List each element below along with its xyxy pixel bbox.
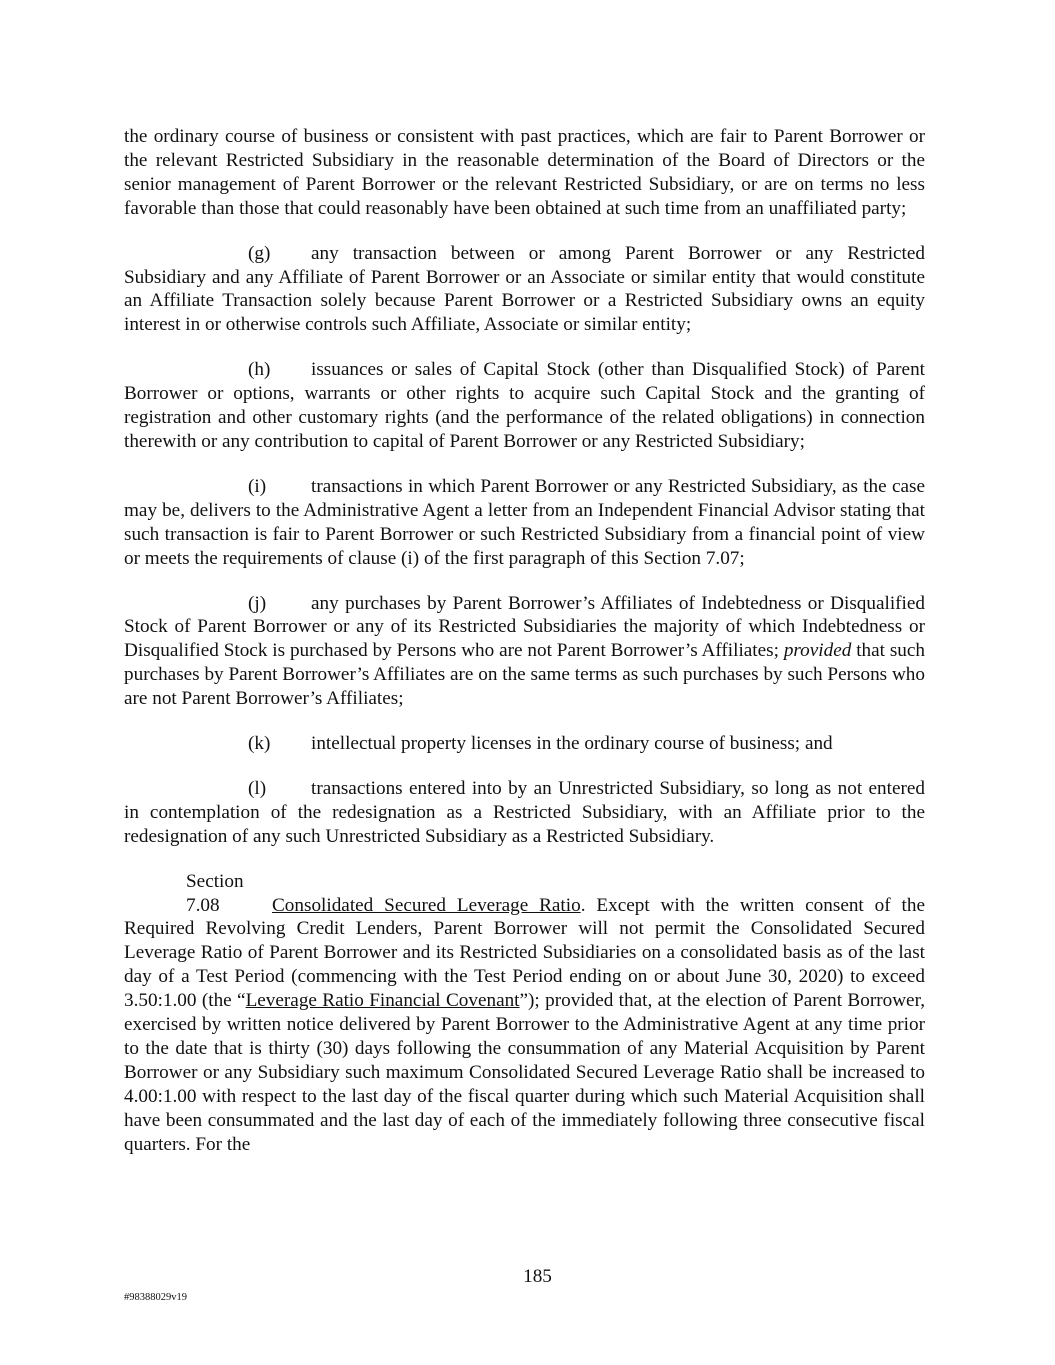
section-heading: Consolidated Secured Leverage Ratio <box>272 894 581 916</box>
page-number: 185 <box>523 1266 552 1287</box>
defined-term: Leverage Ratio Financial Covenant <box>245 990 520 1012</box>
clause-text: any purchases by Parent Borrower’s Affiliates of Indebtedness or Disqualified Stock of Parent Borrower or any of its Restricted Subsidiaries the majority of which Indebtedness or Disqualified Stock is purchased by Persons who are not Parent Borrower’s Affiliates; <box>124 592 925 662</box>
clause-text: intellectual property licenses in the ordinary course of business; and <box>311 733 833 755</box>
document-page <box>124 125 925 1178</box>
clause-label: (h) <box>248 359 271 381</box>
clause-label: (i) <box>248 475 267 497</box>
section-7-08 <box>124 870 925 1157</box>
clause-label: (j) <box>248 592 267 614</box>
clause-h <box>124 358 925 454</box>
clause-i <box>124 475 925 571</box>
clause-text-continued: that such purchases by Parent Borrower’s Affiliates are on the same terms as such purchases by such Persons who are not Parent Borrower’s Affiliates; <box>124 640 926 710</box>
clause-label: (k) <box>248 733 271 755</box>
intro-paragraph: the ordinary course of business or consistent with past practices, which are fair to Parent Borrower or the relevant Restricted Subsidiary in the reasonable determination of the Board of Directors or the senior management of Parent Borrower or the relevant Restricted Subsidiary, or are on terms no less favorable than those that could reasonably have been obtained at such time from an unaffiliated party; <box>124 126 925 219</box>
clause-text: issuances or sales of Capital Stock (other than Disqualified Stock) of Parent Borrower or options, warrants or other rights to acquire such Capital Stock and the granting of registration and other customary rights (and the performance of the related obligations) in connection therewith or any contribution to capital of Parent Borrower or any Restricted Subsidiary; <box>124 359 925 452</box>
section-text: . Except with the written consent of the Required Revolving Credit Lenders, Parent Borrower will not permit the Consolidated Secured Leverage Ratio of Parent Borrower and its Restricted Subsidiaries on a consolidated basis as of the last day of a Test Period (commencing with the Test Period ending on or about June 30, 2020) to exceed 3.50:1.00 (the “ <box>124 894 925 1012</box>
clause-text: any transaction between or among Parent Borrower or any Restricted Subsidiary and any Affiliate of Parent Borrower or an Associate or similar entity that would constitute an Affiliate Transaction solely because Parent Borrower or a Restricted Subsidiary owns an equity interest in or otherwise controls such Affiliate, Associate or similar entity; <box>124 242 925 336</box>
clause-l <box>124 777 925 849</box>
section-text-continued: ”); provided that, at the election of Parent Borrower, exercised by written notice delivered by Parent Borrower to the Administrative Agent at any time prior to the date that is thirty (30) days following the consummation of any Material Acquisition by Parent Borrower or any Subsidiary such maximum Consolidated Secured Leverage Ratio shall be increased to 4.00:1.00 with respect to the last day of the fiscal quarter during which such Material Acquisition shall have been consummated and the last day of each of the immediately following three consecutive fiscal quarters. For the <box>124 990 925 1155</box>
clause-italic-term: provided <box>783 640 852 662</box>
clause-k <box>124 732 925 756</box>
clause-text: transactions in which Parent Borrower or any Restricted Subsidiary, as the case may be, delivers to the Administrative Agent a letter from an Independent Financial Advisor stating that such transaction is fair to Parent Borrower or such Restricted Subsidiary from a financial point of view or meets the requirements of clause (i) of the first paragraph of this Section 7.07; <box>124 475 925 569</box>
clause-label: (l) <box>248 777 267 799</box>
section-number: Section 7.08 <box>186 870 244 916</box>
document-id: #98388029v19 <box>124 1292 187 1303</box>
clause-j <box>124 592 925 712</box>
clause-text: transactions entered into by an Unrestricted Subsidiary, so long as not entered in contemplation of the redesignation as a Restricted Subsidiary, with an Affiliate prior to the redesignation of any such Unrestricted Subsidiary as a Restricted Subsidiary. <box>124 777 925 847</box>
clause-g <box>124 242 925 338</box>
clause-label: (g) <box>248 242 271 264</box>
